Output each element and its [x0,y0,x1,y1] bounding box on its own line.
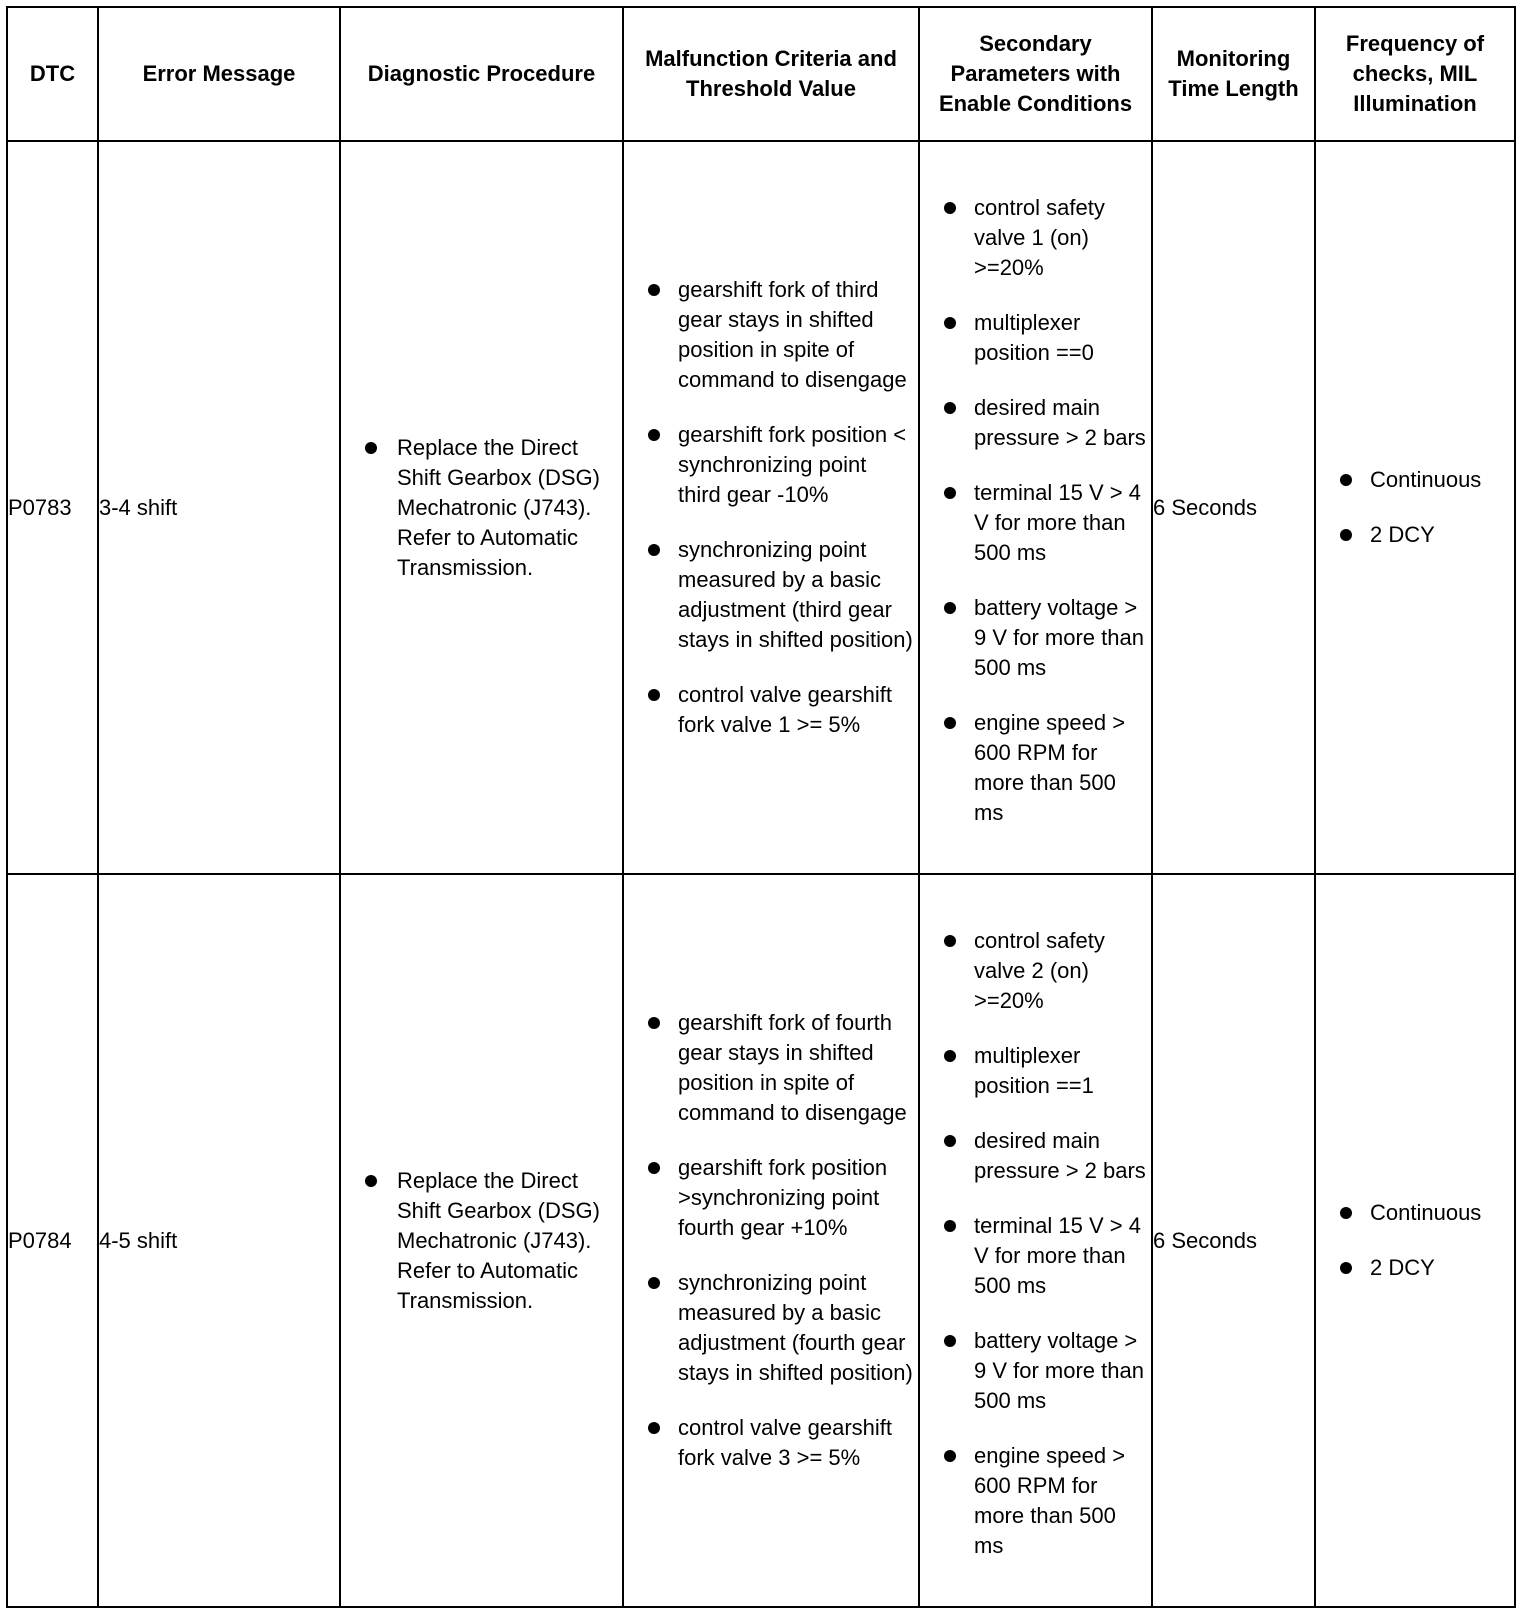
secondary-item: desired main pressure > 2 bars [920,1126,1151,1186]
monitoring-time-cell [1152,141,1315,874]
secondary-item: multiplexer position ==1 [920,1041,1151,1101]
malfunction-item: gearshift fork of fourth gear stays in shifted position in spite of command to disengage [624,1008,918,1128]
secondary-item: terminal 15 V > 4 V for more than 500 ms [920,478,1151,568]
error-message: 4-5 shift [99,1227,178,1253]
secondary-item: terminal 15 V > 4 V for more than 500 ms [920,1211,1151,1301]
secondary-item: battery voltage > 9 V for more than 500 ms [920,593,1151,683]
secondary-list [920,920,1151,1561]
secondary-parameters-cell [919,141,1152,874]
header-dtc: DTC [7,7,98,141]
secondary-item: control safety valve 2 (on) >=20% [920,926,1151,1016]
table-row [7,141,1515,874]
error-message-cell [98,141,340,874]
malfunction-item: gearshift fork position < synchronizing point third gear -10% [624,420,918,510]
malfunction-item: gearshift fork of third gear stays in shifted position in spite of command to disengage [624,275,918,395]
header-malfunction-criteria: Malfunction Criteria and Threshold Value [623,7,919,141]
frequency-list [1316,1198,1514,1283]
dtc-code: P0783 [8,494,72,520]
error-message-cell [98,874,340,1607]
malfunction-list [624,1008,918,1473]
malfunction-criteria-cell [623,141,919,874]
malfunction-criteria-cell [623,874,919,1607]
dtc-table [6,6,1516,1608]
frequency-cell [1315,141,1515,874]
frequency-item: Continuous [1316,1198,1514,1228]
header-monitoring-time: Monitoring Time Length [1152,7,1315,141]
table-row [7,874,1515,1607]
dtc-code-cell [7,141,98,874]
malfunction-item: gearshift fork position >synchronizing point fourth gear +10% [624,1153,918,1243]
frequency-cell [1315,874,1515,1607]
procedure-item: Replace the Direct Shift Gearbox (DSG) Mechatronic (J743). Refer to Automatic Transmission. [341,433,622,583]
diagnostic-procedure-cell [340,874,623,1607]
frequency-item: 2 DCY [1316,1253,1514,1283]
header-diagnostic-procedure: Diagnostic Procedure [340,7,623,141]
frequency-item: Continuous [1316,465,1514,495]
dtc-code-cell [7,874,98,1607]
secondary-item: desired main pressure > 2 bars [920,393,1151,453]
frequency-item: 2 DCY [1316,520,1514,550]
header-secondary-parameters: Secondary Parameters with Enable Conditions [919,7,1152,141]
dtc-document [6,6,1514,1604]
header-frequency: Frequency of checks, MIL Illumination [1315,7,1515,141]
malfunction-item: control valve gearshift fork valve 1 >= 5% [624,680,918,740]
malfunction-item: control valve gearshift fork valve 3 >= 5% [624,1413,918,1473]
header-row [7,7,1515,141]
secondary-list [920,187,1151,828]
secondary-item: battery voltage > 9 V for more than 500 ms [920,1326,1151,1416]
diagnostic-procedure-cell [340,141,623,874]
procedure-list [341,433,622,583]
malfunction-item: synchronizing point measured by a basic adjustment (third gear stays in shifted position) [624,535,918,655]
secondary-parameters-cell [919,874,1152,1607]
malfunction-item: synchronizing point measured by a basic adjustment (fourth gear stays in shifted position) [624,1268,918,1388]
procedure-item: Replace the Direct Shift Gearbox (DSG) Mechatronic (J743). Refer to Automatic Transmission. [341,1166,622,1316]
secondary-item: engine speed > 600 RPM for more than 500 ms [920,708,1151,828]
monitoring-time-cell [1152,874,1315,1607]
dtc-code: P0784 [8,1227,72,1253]
monitoring-time: 6 Seconds [1153,494,1257,520]
frequency-list [1316,465,1514,550]
header-error-message: Error Message [98,7,340,141]
error-message: 3-4 shift [99,494,178,520]
secondary-item: engine speed > 600 RPM for more than 500 ms [920,1441,1151,1561]
malfunction-list [624,275,918,740]
monitoring-time: 6 Seconds [1153,1227,1257,1253]
secondary-item: multiplexer position ==0 [920,308,1151,368]
procedure-list [341,1166,622,1316]
secondary-item: control safety valve 1 (on) >=20% [920,193,1151,283]
